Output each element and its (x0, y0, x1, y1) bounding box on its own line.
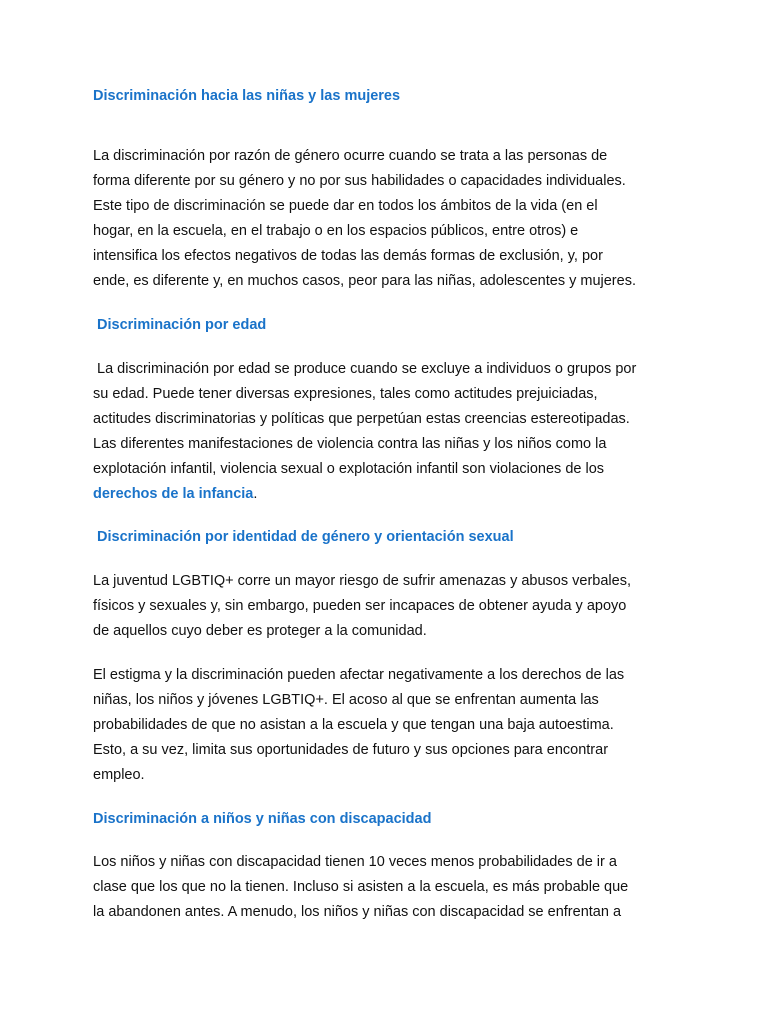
heading-age-discrimination: Discriminación por edad (93, 317, 267, 333)
paragraph-disability (93, 850, 693, 925)
paragraph-stigma (93, 663, 693, 788)
text-line: Los niños y niñas con discapacidad tienen 10 veces menos probabilidades de ir a (93, 854, 617, 870)
text-line: Este tipo de discriminación se puede dar en todos los ámbitos de la vida (en el (93, 198, 598, 214)
heading-girls-women: Discriminación hacia las niñas y las mujeres (93, 88, 401, 104)
text-line: Esto, a su vez, limita sus oportunidades de futuro y sus opciones para encontrar (93, 742, 609, 758)
text-line: actitudes discriminatorias y políticas que perpetúan estas creencias estereotipadas. (93, 411, 630, 427)
text-line: Las diferentes manifestaciones de violencia contra las niñas y los niños como la (93, 436, 607, 452)
paragraph-lgbtiq-youth (93, 569, 693, 644)
heading-disability: Discriminación a niños y niñas con discapacidad (93, 811, 432, 827)
text-line: forma diferente por su género y no por sus habilidades o capacidades individuales. (93, 173, 626, 189)
text-line: clase que los que no la tienen. Incluso si asisten a la escuela, es más probable que (93, 879, 629, 895)
text-line-with-link (93, 482, 693, 507)
text-line: explotación infantil, violencia sexual o explotación infantil son violaciones de los (93, 461, 605, 477)
text-line: físicos y sexuales y, sin embargo, pueden ser incapaces de obtener ayuda y apoyo (93, 598, 627, 614)
text-line: probabilidades de que no asistan a la escuela y que tengan una baja autoestima. (93, 717, 614, 733)
text-line: intensifica los efectos negativos de todas las demás formas de exclusión, y, por (93, 248, 603, 264)
heading-gender-identity: Discriminación por identidad de género y orientación sexual (93, 529, 514, 545)
text-line: su edad. Puede tener diversas expresiones, tales como actitudes prejuiciadas, (93, 386, 598, 402)
text-line: la abandonen antes. A menudo, los niños y niñas con discapacidad se enfrentan a (93, 904, 622, 920)
text-line: La discriminación por edad se produce cuando se excluye a individuos o grupos por (93, 361, 637, 377)
link-childrens-rights[interactable]: derechos de la infancia (93, 486, 254, 502)
link-suffix: . (253, 486, 258, 502)
text-line: La discriminación por razón de género ocurre cuando se trata a las personas de (93, 148, 608, 164)
paragraph-gender-discrimination (93, 144, 693, 294)
text-line: niñas, los niños y jóvenes LGBTIQ+. El acoso al que se enfrentan aumenta las (93, 692, 599, 708)
text-line: ende, es diferente y, en muchos casos, peor para las niñas, adolescentes y mujeres. (93, 273, 636, 289)
text-line: hogar, en la escuela, en el trabajo o en los espacios públicos, entre otros) e (93, 223, 579, 239)
text-line: de aquellos cuyo deber es proteger a la comunidad. (93, 623, 427, 639)
paragraph-age-discrimination (93, 357, 693, 507)
text-line: La juventud LGBTIQ+ corre un mayor riesgo de sufrir amenazas y abusos verbales, (93, 573, 631, 589)
text-line: El estigma y la discriminación pueden afectar negativamente a los derechos de las (93, 667, 625, 683)
text-line: empleo. (93, 767, 145, 783)
